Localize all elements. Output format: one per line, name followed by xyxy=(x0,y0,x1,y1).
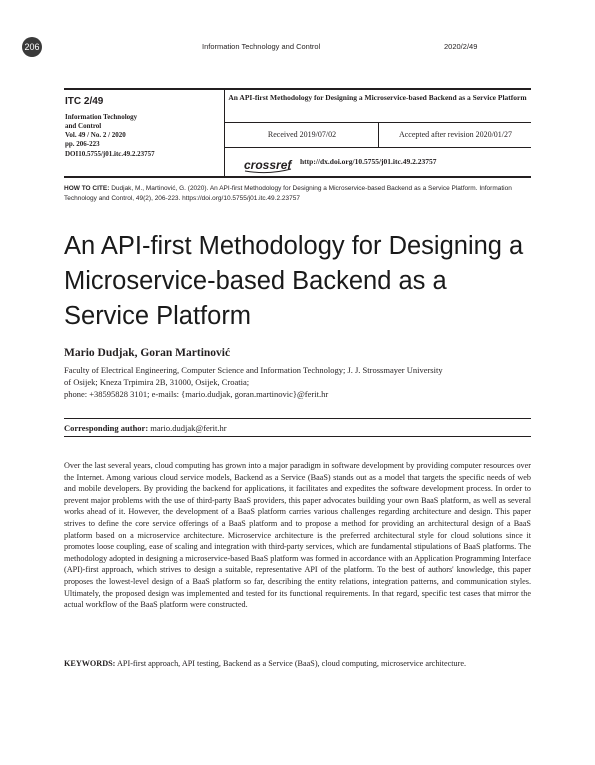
article-authors: Mario Dudjak, Goran Martinović xyxy=(64,347,231,359)
author-affiliation xyxy=(64,364,531,400)
how-to-cite xyxy=(64,184,531,204)
journal-info-line: and Control xyxy=(65,122,102,130)
affiliation-line: Faculty of Electrical Engineering, Computer Science and Information Technology; J. J. Strossmayer University xyxy=(64,365,443,375)
infobox-divider-2 xyxy=(224,147,531,148)
infobox-dates-divider xyxy=(378,122,379,147)
how-to-cite-label: HOW TO CITE: xyxy=(64,185,110,192)
running-header-journal: Information Technology and Control xyxy=(202,42,321,51)
page-number-badge: 206 xyxy=(22,37,42,57)
journal-code: ITC 2/49 xyxy=(65,96,104,107)
keywords xyxy=(64,658,531,670)
journal-info-line: Information Technology xyxy=(65,113,138,121)
how-to-cite-text: Dudjak, M., Martinović, G. (2020). An API-first Methodology for Designing a Microservice-based Backend as a Service Platform. Information Technology and Control, 49(2), 206-223. https://doi.org/10.5755/j01.itc.49.2.23757 xyxy=(64,185,512,202)
corresponding-top-rule xyxy=(64,418,531,419)
abstract: Over the last several years, cloud computing has grown into a major paradigm in software development by providing computer resources over the Internet. Among various cloud service models, Backend as a Service (BaaS) stands out as a model that targets the specific needs of web and mobile developers. By providing the backend for applications, it facilitates and expedites the software development process. In order to prevent major problems with the use of third-party BaaS providers, this paper advocates building your own BaaS platform, as well as several works ahead of it. However, the development of a BaaS platform carries various challenges regarding architecture and design. This paper strives to define the core service offerings of a BaaS platform and to propose a method for providing an architectural design of a BaaS platform based on a microservice architecture. Microservice architecture is the preferred architectural style for cloud solutions since it promotes loose coupling, ease of scaling and integration with third-party services, which are fundamental stipulations of BaaS platforms. The methodology adopted in designing a microservice-based BaaS platform was formed in accordance with an Application Programming Interface (API)-first approach, which strives to design a suitable, representative API of the platform. To the best of authors' knowledge, this paper proposes the lowest-level design of a BaaS platform so far, describing the entity relations, integration patterns, and communication styles. Ultimately, the proposed design was implemented and tested for its functional requirements. In that regard, specific test cases that mirror the actual workflow of the BaaS platform were constructed. xyxy=(64,461,531,610)
crossref-logo-icon xyxy=(243,152,295,174)
accepted-date: Accepted after revision 2020/01/27 xyxy=(398,130,513,139)
infobox-vertical-divider xyxy=(224,88,225,176)
infobox-article-title: An API-first Methodology for Designing a Microservice-based Backend as a Service Platform xyxy=(228,93,527,102)
received-date: Received 2019/07/02 xyxy=(267,130,337,139)
keywords-text: API-first approach, API testing, Backend as a Service (BaaS), cloud computing, microservice architecture. xyxy=(117,659,467,668)
crossref-logo-text: crossref xyxy=(244,158,292,172)
doi-link[interactable]: http://dx.doi.org/10.5755/j01.itc.49.2.23757 xyxy=(300,157,437,166)
keywords-label: KEYWORDS: xyxy=(64,659,116,668)
corresponding-author xyxy=(64,423,227,433)
journal-info-line: pp. 206-223 xyxy=(65,140,100,148)
affiliation-line: of Osijek; Kneza Trpimira 2B, 31000, Osijek, Croatia; xyxy=(64,377,250,387)
affiliation-line: phone: +38595828 3101; e-mails: {mario.dudjak, goran.martinovic}@ferit.hr xyxy=(64,389,329,399)
infobox-bottom-rule xyxy=(64,176,531,178)
infobox-top-rule xyxy=(64,88,531,90)
running-header-issue: 2020/2/49 xyxy=(444,42,478,51)
article-title: An API-first Methodology for Designing a Microservice-based Backend as a Service Platform xyxy=(64,232,524,330)
corresponding-bottom-rule xyxy=(64,436,531,437)
corresponding-author-email[interactable]: mario.dudjak@ferit.hr xyxy=(150,423,227,433)
journal-info-line: DOI10.5755/j01.itc.49.2.23757 xyxy=(65,150,155,158)
journal-info-line: Vol. 49 / No. 2 / 2020 xyxy=(65,131,126,139)
corresponding-author-label: Corresponding author: xyxy=(64,423,149,433)
